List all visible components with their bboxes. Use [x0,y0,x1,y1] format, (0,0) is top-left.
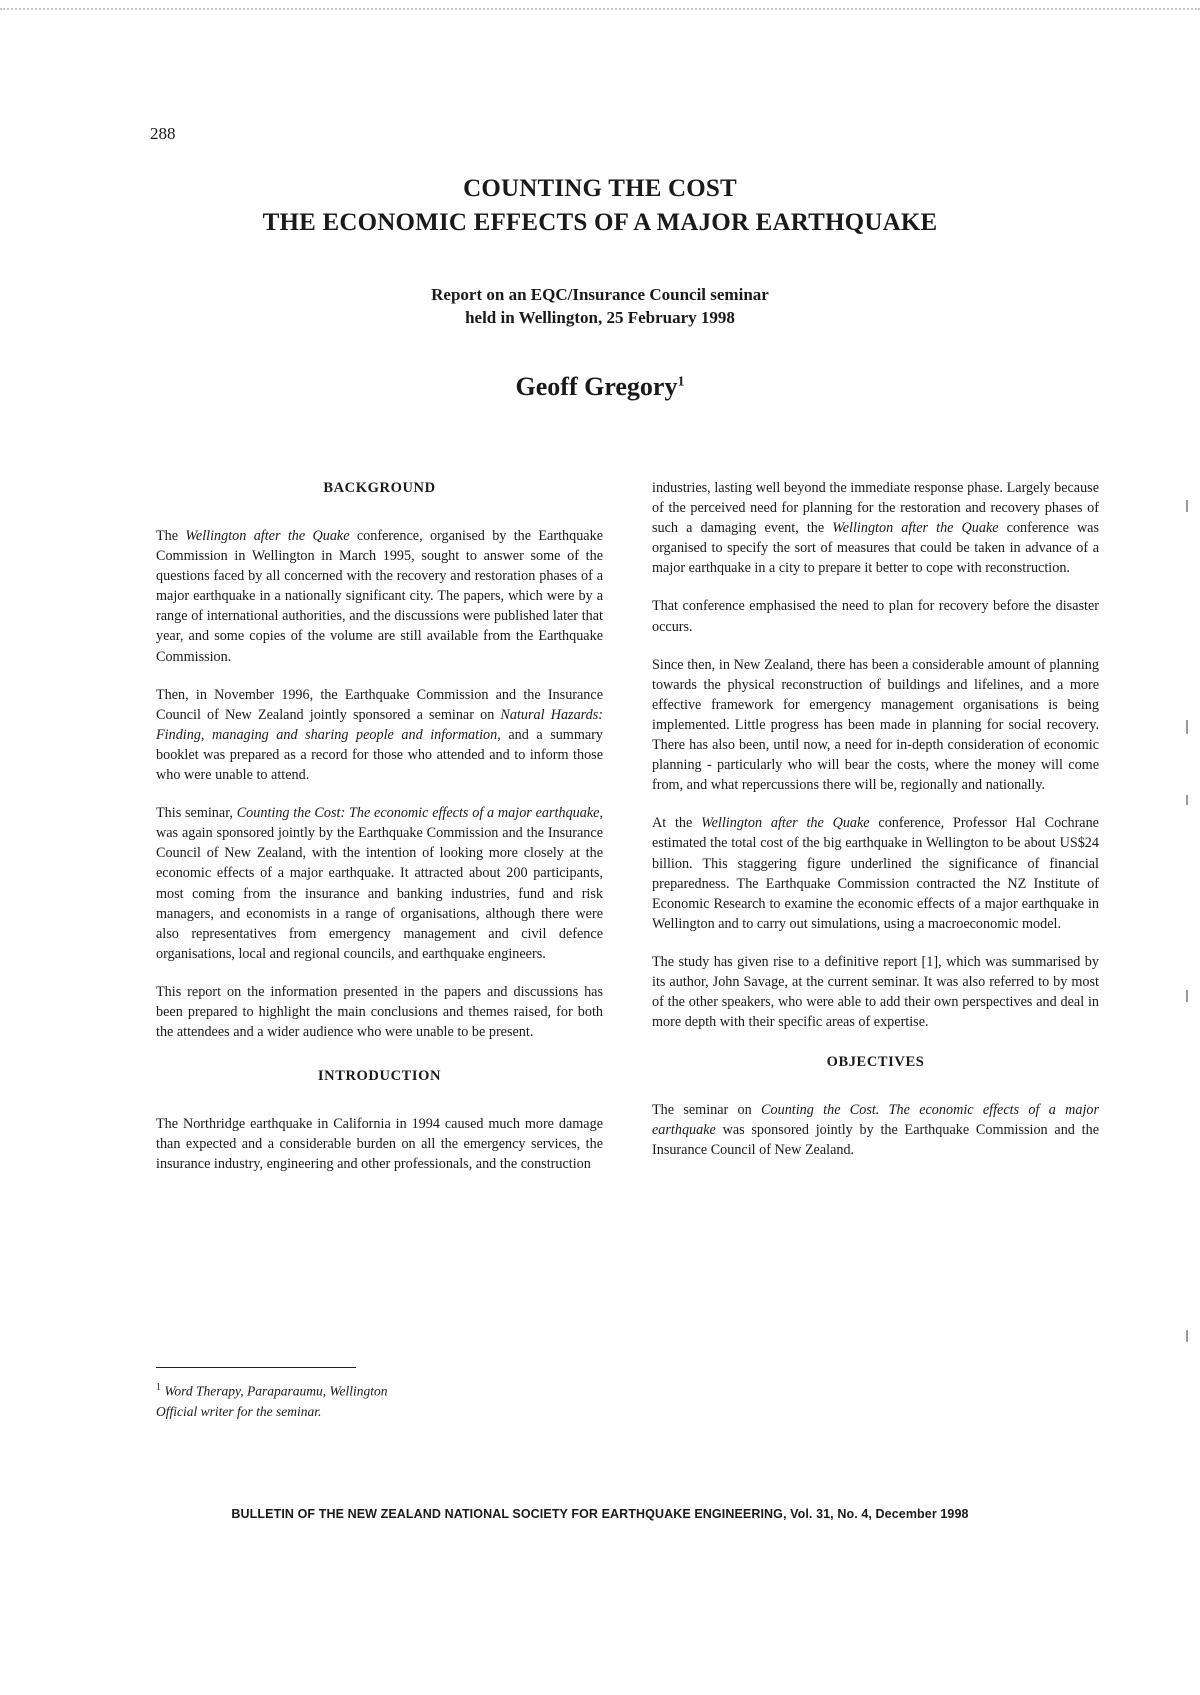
paragraph: This seminar, Counting the Cost: The economic effects of a major earthquake, was again sponsored jointly by the Earthquake Commission and the Insurance Council of New Zealand, with the intention of looking more closely at the economic effects of a major earthquake. It attracted about 200 participants, most coming from the insurance and banking industries, fund and risk managers, and economists in a range of organisations, although there were also representatives from emergency management and civil defence organisations, local and regional councils, and earthquake engineers. [156,805,603,962]
footnotes [156,1378,656,1422]
scan-margin-mark [1186,795,1188,805]
right-column [652,478,1099,1179]
author [150,372,1050,402]
scan-artifact-top [0,8,1200,24]
paragraph: The Northridge earthquake in California in 1994 caused much more damage than expected and a considerable burden on all the emergency services, the insurance industry, engineering and other professionals, and the construction [156,1116,603,1173]
heading-objectives: OBJECTIVES [826,1054,925,1071]
paper-subtitle [150,283,1050,329]
paragraph: Then, in November 1996, the Earthquake Commission and the Insurance Council of New Zealand jointly sponsored a seminar on Natural Hazards: Finding, managing and sharing people and information, and a summary booklet was prepared as a record for those who attended and to inform those who were unable to attend. [156,686,603,784]
paragraph: That conference emphasised the need to plan for recovery before the disaster occurs. [652,598,1099,635]
scan-margin-mark [1186,720,1188,734]
title-line-2: THE ECONOMIC EFFECTS OF A MAJOR EARTHQUAKE [262,209,938,236]
scan-margin-mark [1186,990,1188,1002]
author-name: Geoff Gregory [515,372,678,401]
title-line-1: COUNTING THE COST [463,175,737,202]
paragraph: This report on the information presented in the papers and discussions has been prepared to highlight the main conclusions and themes raised, for both the attendees and a wider audience who were unable to be present. [156,983,603,1041]
heading-introduction: INTRODUCTION [317,1068,442,1085]
left-column [156,478,603,1192]
paragraph: At the Wellington after the Quake conference, Professor Hal Cochrane estimated the total cost of the big earthquake in Wellington to be about US$24 billion. This staggering figure underlined the significance of financial preparedness. The Earthquake Commission contracted the NZ Institute of Economic Research to examine the economic effects of a major earthquake in Wellington and to carry out simulations, using a macroeconomic model. [652,815,1099,932]
paragraph: The seminar on Counting the Cost. The economic effects of a major earthquake was sponsored jointly by the Earthquake Commission and the Insurance Council of New Zealand. [652,1102,1100,1159]
subtitle-line-1: Report on an EQC/Insurance Council seminar [431,285,769,304]
journal-footer: BULLETIN OF THE NEW ZEALAND NATIONAL SOCIETY FOR EARTHQUAKE ENGINEERING, Vol. 31, No. 4, December 1998 [231,1507,969,1521]
scan-margin-mark [1186,1330,1188,1342]
footnote-1: $^1$ Word Therapy, Paraparaumu, Wellington [156,1382,388,1399]
heading-background: BACKGROUND [323,480,436,496]
paragraph: The Wellington after the Quake conference, organised by the Earthquake Commission in Wellington in March 1995, sought to answer some of the questions faced by all concerned with the recovery and restoration phases of a major earthquake in a nationally significant city. The papers, which were by a range of international authorities, and the discussions were published later that year, and some copies of the volume are still available from the Earthquake Commission. [156,528,603,665]
paragraph: industries, lasting well beyond the immediate response phase. Largely because of the perceived need for planning for the restoration and recovery phases of such a damaging event, the Wellington after the Quake conference was organised to specify the sort of measures that could be taken in advance of a major earthquake in a city to prepare it better to cope with reconstruction. [652,480,1100,577]
paper-title [150,172,1050,240]
paragraph: Since then, in New Zealand, there has been a considerable amount of planning towards the physical reconstruction of buildings and lifelines, and a more effective framework for emergency management organisations is being implemented. Little progress has been made in planning for social recovery. There has also been, until now, a need for in-depth consideration of economic planning - particularly who will bear the costs, where the money will come from, and what repercussions there will be, regionally and nationally. [652,656,1099,794]
paragraph: The study has given rise to a definitive report [1], which was summarised by its author, John Savage, at the current seminar. It was also referred to by most of the other speakers, who were able to add their own perspectives and deal in more depth with their specific areas of expertise. [652,953,1099,1031]
author-footnote-mark: 1 [677,374,685,390]
subtitle-line-2: held in Wellington, 25 February 1998 [465,308,735,327]
footnote-divider [156,1367,356,1368]
page-number: 288 [150,124,176,143]
scan-margin-mark [1186,500,1188,512]
footnote-2: Official writer for the seminar. [156,1403,322,1419]
